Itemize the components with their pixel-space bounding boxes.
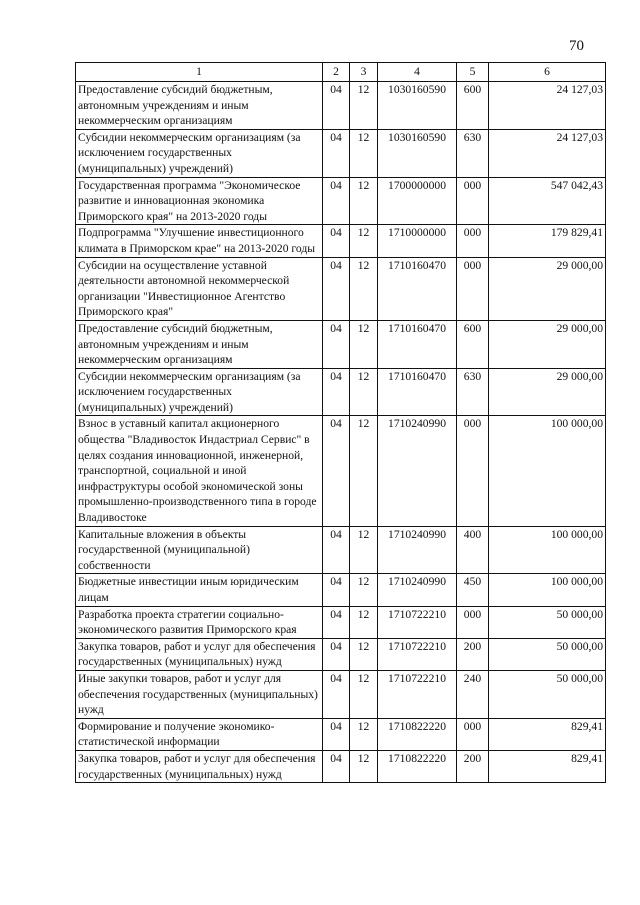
row-expense-type: 630 xyxy=(457,129,489,177)
table-row xyxy=(76,320,606,368)
row-expense-type: 630 xyxy=(457,368,489,416)
row-target-code: 1710160470 xyxy=(378,368,457,416)
row-subsection: 12 xyxy=(350,670,378,718)
row-subsection: 12 xyxy=(350,718,378,750)
row-section: 04 xyxy=(323,606,350,638)
table-row xyxy=(76,718,606,750)
row-section: 04 xyxy=(323,225,350,257)
row-description: Иные закупки товаров, работ и услуг для обеспечения государственных (муниципальных) нужд xyxy=(76,670,323,718)
row-subsection: 12 xyxy=(350,750,378,782)
header-col-3: 3 xyxy=(350,63,378,82)
row-target-code: 1710722210 xyxy=(378,670,457,718)
table-row xyxy=(76,574,606,606)
row-description: Субсидии некоммерческим организациям (за исключением государственных (муниципальных) учреждений) xyxy=(76,368,323,416)
row-expense-type: 200 xyxy=(457,638,489,670)
row-subsection: 12 xyxy=(350,225,378,257)
row-description: Субсидии на осуществление уставной деятельности автономной некоммерческой организации "Инвестиционное Агентство Приморского края" xyxy=(76,257,323,320)
row-subsection: 12 xyxy=(350,129,378,177)
table-row xyxy=(76,416,606,526)
row-amount: 100 000,00 xyxy=(489,526,606,574)
row-subsection: 12 xyxy=(350,526,378,574)
table-row xyxy=(76,368,606,416)
row-amount: 29 000,00 xyxy=(489,368,606,416)
row-amount: 829,41 xyxy=(489,718,606,750)
row-amount: 100 000,00 xyxy=(489,416,606,526)
row-amount: 50 000,00 xyxy=(489,638,606,670)
table-row xyxy=(76,526,606,574)
row-target-code: 1710240990 xyxy=(378,526,457,574)
header-col-2: 2 xyxy=(323,63,350,82)
table-row xyxy=(76,82,606,130)
header-col-5: 5 xyxy=(457,63,489,82)
table-row xyxy=(76,177,606,225)
row-section: 04 xyxy=(323,718,350,750)
row-expense-type: 000 xyxy=(457,225,489,257)
row-section: 04 xyxy=(323,82,350,130)
row-expense-type: 600 xyxy=(457,320,489,368)
row-expense-type: 000 xyxy=(457,257,489,320)
table-row xyxy=(76,225,606,257)
row-expense-type: 000 xyxy=(457,177,489,225)
row-target-code: 1710822220 xyxy=(378,750,457,782)
table-row xyxy=(76,129,606,177)
row-description: Закупка товаров, работ и услуг для обеспечения государственных (муниципальных) нужд xyxy=(76,750,323,782)
row-target-code: 1710160470 xyxy=(378,257,457,320)
page-number: 70 xyxy=(569,38,584,54)
row-subsection: 12 xyxy=(350,638,378,670)
row-expense-type: 200 xyxy=(457,750,489,782)
row-description: Предоставление субсидий бюджетным, автономным учреждениям и иным некоммерческим организациям xyxy=(76,82,323,130)
row-target-code: 1710240990 xyxy=(378,574,457,606)
table-row xyxy=(76,670,606,718)
header-col-6: 6 xyxy=(489,63,606,82)
row-subsection: 12 xyxy=(350,177,378,225)
row-section: 04 xyxy=(323,416,350,526)
row-subsection: 12 xyxy=(350,320,378,368)
row-subsection: 12 xyxy=(350,606,378,638)
row-description: Предоставление субсидий бюджетным, автономным учреждениям и иным некоммерческим организациям xyxy=(76,320,323,368)
row-description: Бюджетные инвестиции иным юридическим лицам xyxy=(76,574,323,606)
row-target-code: 1710722210 xyxy=(378,638,457,670)
row-expense-type: 000 xyxy=(457,718,489,750)
row-target-code: 1030160590 xyxy=(378,129,457,177)
row-target-code: 1710160470 xyxy=(378,320,457,368)
budget-table xyxy=(75,62,606,783)
row-subsection: 12 xyxy=(350,257,378,320)
row-section: 04 xyxy=(323,526,350,574)
row-description: Подпрограмма "Улучшение инвестиционного климата в Приморском крае" на 2013-2020 годы xyxy=(76,225,323,257)
table-row xyxy=(76,638,606,670)
header-col-1: 1 xyxy=(76,63,323,82)
header-row xyxy=(76,63,606,82)
row-description: Субсидии некоммерческим организациям (за исключением государственных (муниципальных) учреждений) xyxy=(76,129,323,177)
row-description: Взнос в уставный капитал акционерного общества "Владивосток Индастриал Сервис" в целях создания инновационной, инженерной, транспортной, социальной и иной инфраструктуры особой экономической зоны промышленно-производственного типа в городе Владивостоке xyxy=(76,416,323,526)
row-subsection: 12 xyxy=(350,368,378,416)
row-expense-type: 400 xyxy=(457,526,489,574)
row-section: 04 xyxy=(323,574,350,606)
row-expense-type: 450 xyxy=(457,574,489,606)
row-target-code: 1030160590 xyxy=(378,82,457,130)
row-section: 04 xyxy=(323,670,350,718)
row-expense-type: 240 xyxy=(457,670,489,718)
row-subsection: 12 xyxy=(350,416,378,526)
row-description: Капитальные вложения в объекты государственной (муниципальной) собственности xyxy=(76,526,323,574)
row-section: 04 xyxy=(323,177,350,225)
row-section: 04 xyxy=(323,320,350,368)
row-expense-type: 000 xyxy=(457,416,489,526)
row-amount: 24 127,03 xyxy=(489,82,606,130)
row-target-code: 1710000000 xyxy=(378,225,457,257)
row-section: 04 xyxy=(323,129,350,177)
row-section: 04 xyxy=(323,638,350,670)
row-description: Закупка товаров, работ и услуг для обеспечения государственных (муниципальных) нужд xyxy=(76,638,323,670)
row-section: 04 xyxy=(323,750,350,782)
row-section: 04 xyxy=(323,257,350,320)
row-subsection: 12 xyxy=(350,82,378,130)
table-row xyxy=(76,750,606,782)
row-amount: 24 127,03 xyxy=(489,129,606,177)
row-description: Государственная программа "Экономическое развитие и инновационная экономика Приморского края" на 2013-2020 годы xyxy=(76,177,323,225)
row-target-code: 1700000000 xyxy=(378,177,457,225)
table-row xyxy=(76,606,606,638)
row-description: Разработка проекта стратегии социально-экономического развития Приморского края xyxy=(76,606,323,638)
table-row xyxy=(76,257,606,320)
row-amount: 100 000,00 xyxy=(489,574,606,606)
row-amount: 179 829,41 xyxy=(489,225,606,257)
row-subsection: 12 xyxy=(350,574,378,606)
row-amount: 29 000,00 xyxy=(489,257,606,320)
row-target-code: 1710722210 xyxy=(378,606,457,638)
row-amount: 547 042,43 xyxy=(489,177,606,225)
header-col-4: 4 xyxy=(378,63,457,82)
row-amount: 29 000,00 xyxy=(489,320,606,368)
row-description: Формирование и получение экономико-статистической информации xyxy=(76,718,323,750)
row-target-code: 1710822220 xyxy=(378,718,457,750)
row-target-code: 1710240990 xyxy=(378,416,457,526)
row-expense-type: 600 xyxy=(457,82,489,130)
row-expense-type: 000 xyxy=(457,606,489,638)
row-section: 04 xyxy=(323,368,350,416)
row-amount: 50 000,00 xyxy=(489,670,606,718)
row-amount: 829,41 xyxy=(489,750,606,782)
row-amount: 50 000,00 xyxy=(489,606,606,638)
